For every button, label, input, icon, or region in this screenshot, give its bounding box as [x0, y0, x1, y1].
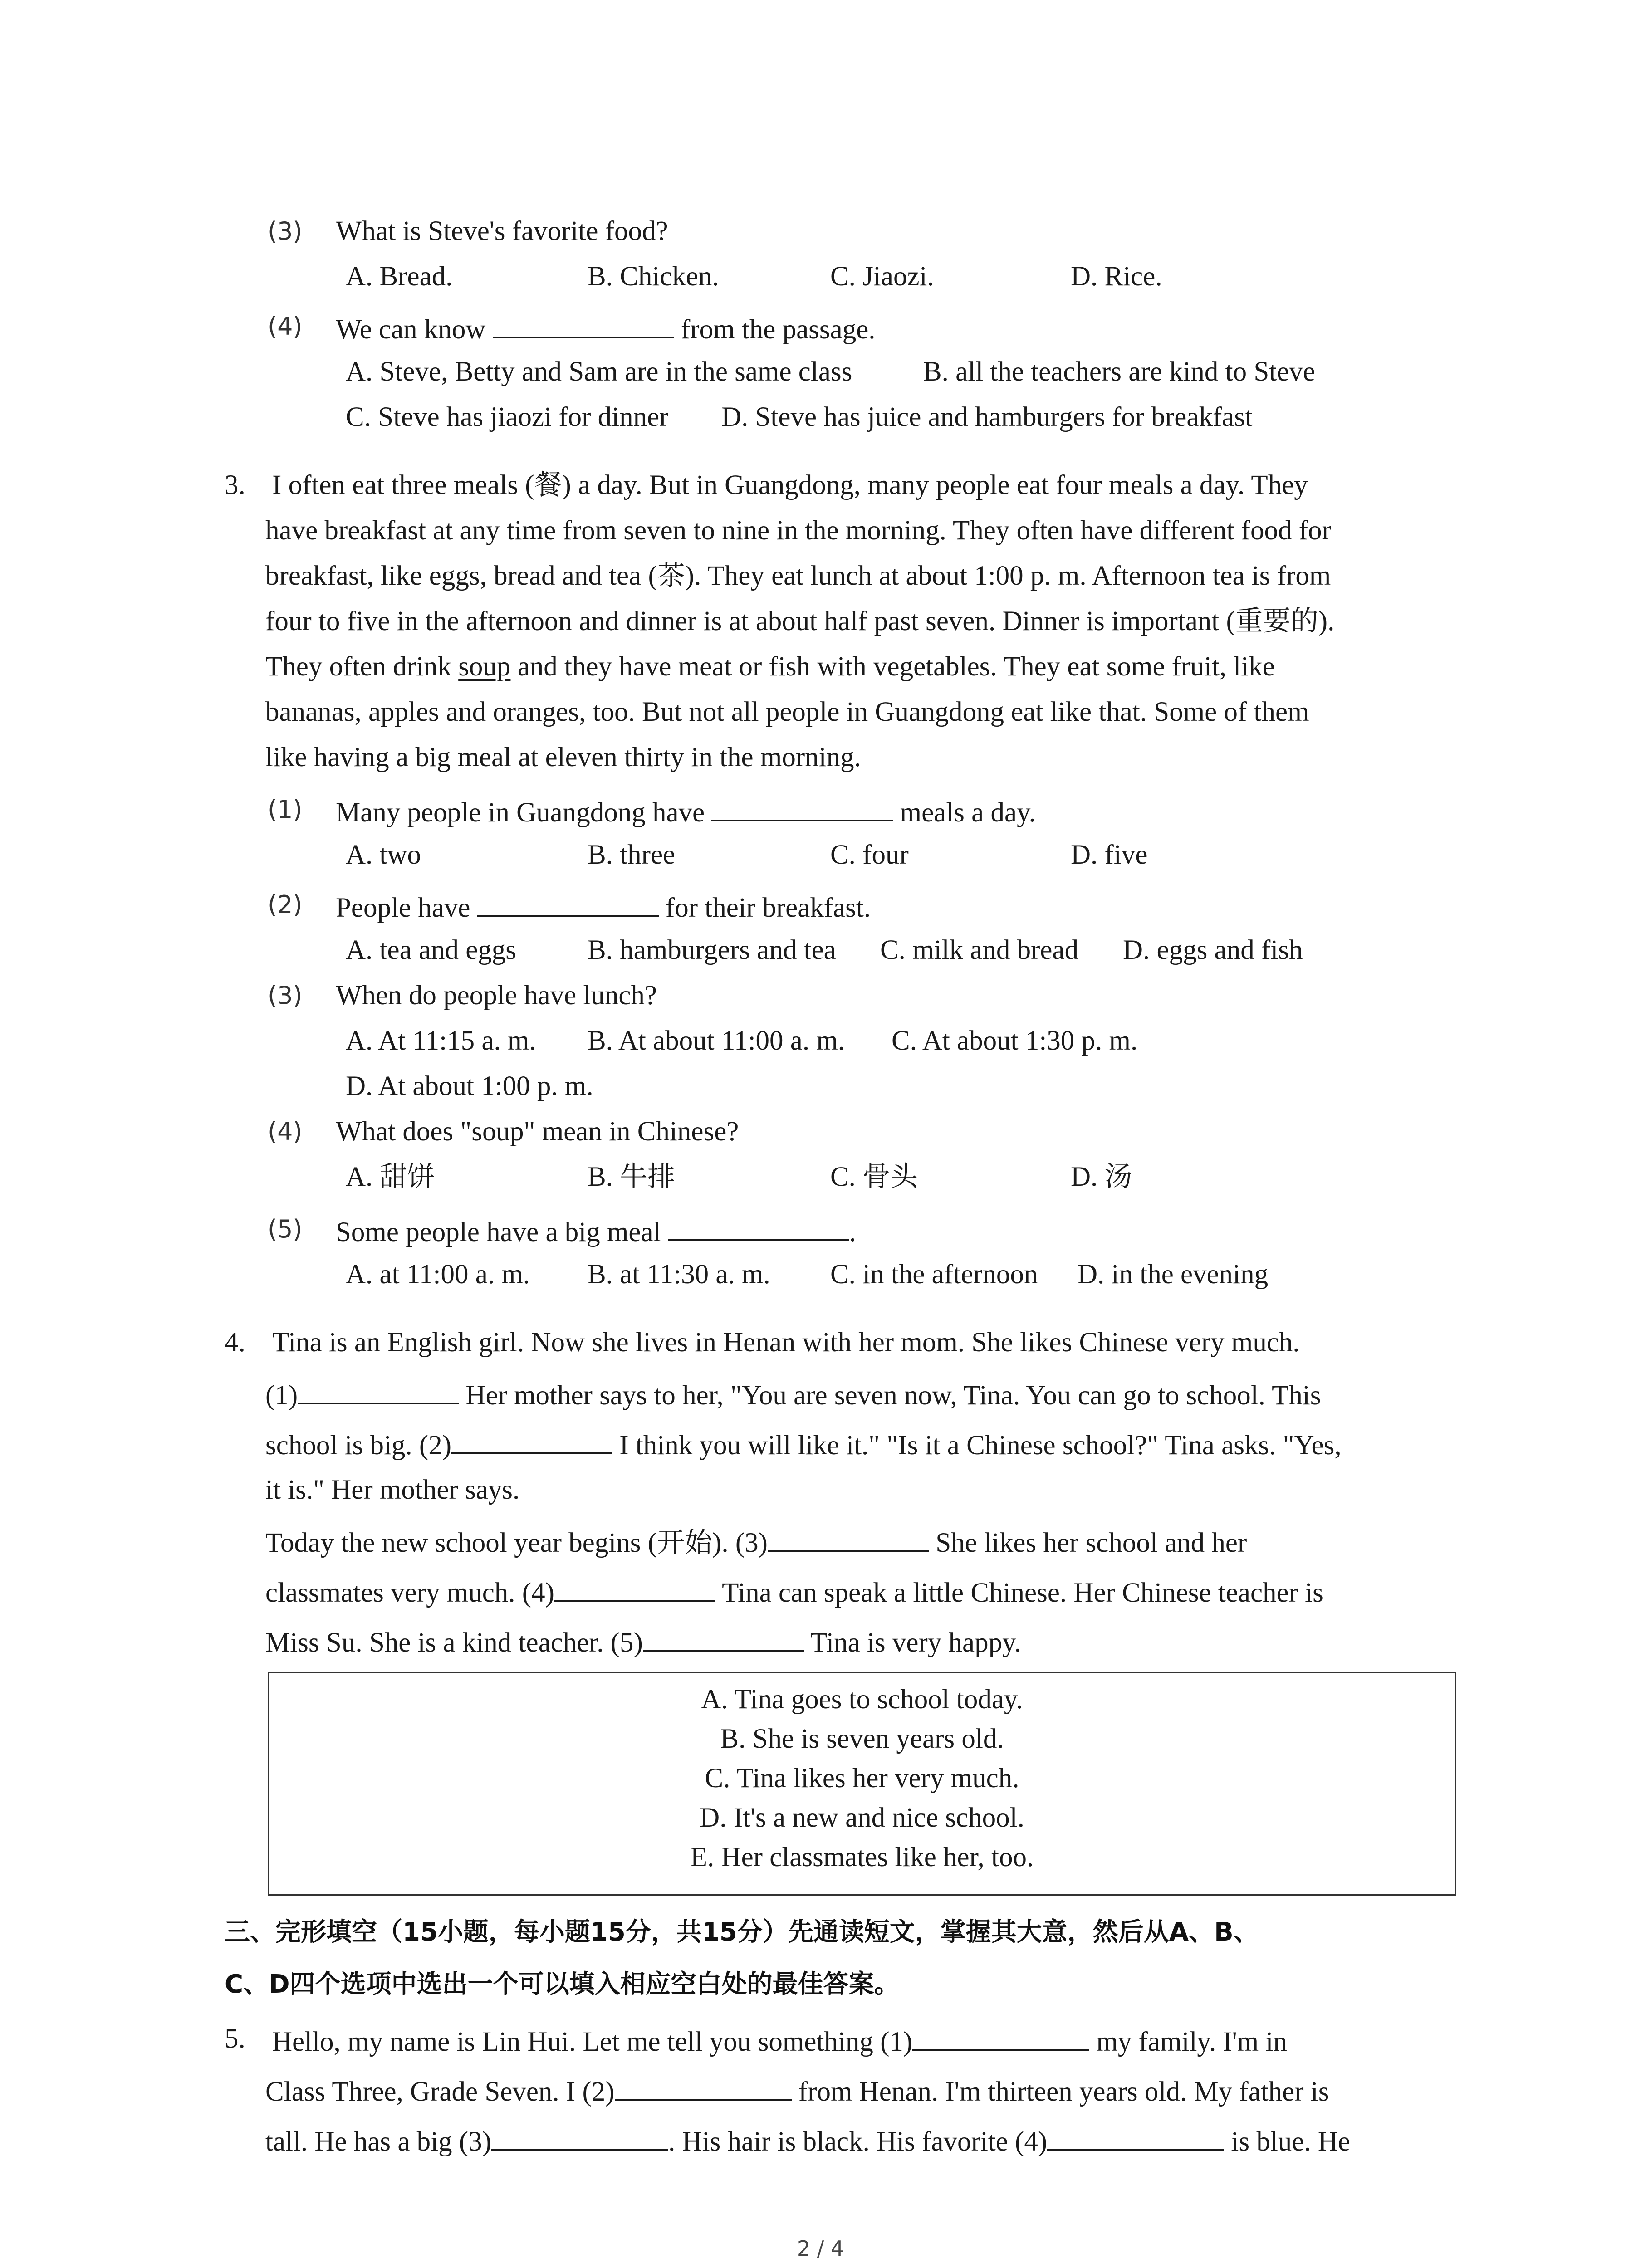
option-d: D. 汤 [1071, 1162, 1132, 1192]
underlined-word: soup [458, 651, 511, 682]
option-d: D. Steve has juice and hamburgers for breakfast [721, 402, 1253, 432]
passage-line: Miss Su. She is a kind teacher. (5) Tina is very happy. [265, 1622, 1021, 1661]
option-d: D. Rice. [1071, 261, 1162, 292]
option-c: C. milk and bread [880, 935, 1079, 965]
answer-blank [554, 1572, 715, 1602]
option-a: A. Bread. [346, 261, 453, 292]
answer-blank [451, 1424, 612, 1454]
option-d: D. eggs and fish [1123, 935, 1303, 965]
question-number: 4. [225, 1327, 245, 1358]
question-number: (4) [268, 312, 303, 341]
question-stem: Many people in Guangdong have meals a day. [336, 792, 1036, 831]
question-number: (3) [268, 981, 303, 1010]
question-stem: People have for their breakfast. [336, 887, 871, 926]
option-c: C. four [830, 840, 909, 870]
question-number: (3) [268, 217, 303, 245]
option-d: D. At about 1:00 p. m. [346, 1071, 593, 1101]
option-c: C. Steve has jiaozi for dinner [346, 402, 669, 432]
passage-line: They often drink soup and they have meat or fish with vegetables. They eat some fruit, like [265, 651, 1275, 682]
passage-line: (1) Her mother says to her, "You are seven now, Tina. You can go to school. This [265, 1374, 1321, 1414]
choice-b: B. She is seven years old. [720, 1724, 1004, 1754]
passage-line: Class Three, Grade Seven. I (2) from Henan. I'm thirteen years old. My father is [265, 2071, 1329, 2110]
answer-blank [912, 2021, 1089, 2051]
option-a: A. tea and eggs [346, 935, 517, 965]
option-b: B. 牛排 [588, 1162, 676, 1192]
question-number: (5) [268, 1215, 303, 1243]
passage-line: bananas, apples and oranges, too. But not all people in Guangdong eat like that. Some of them [265, 697, 1309, 727]
answer-blank [615, 2071, 792, 2101]
passage-line: tall. He has a big (3) . His hair is black. His favorite (4) is blue. He [265, 2121, 1350, 2160]
option-b: B. hamburgers and tea [588, 935, 836, 965]
passage-line: have breakfast at any time from seven to nine in the morning. They often have different food for [265, 515, 1331, 546]
question-number: 5. [225, 2024, 245, 2054]
option-b: B. all the teachers are kind to Steve [923, 357, 1315, 387]
option-c: C. 骨头 [830, 1162, 918, 1192]
section-heading: C、D四个选项中选出一个可以填入相应空白处的最佳答案。 [225, 1970, 900, 1999]
option-c: C. in the afternoon [830, 1259, 1038, 1290]
option-a: A. At 11:15 a. m. [346, 1026, 536, 1056]
option-b: B. Chicken. [588, 261, 719, 292]
choice-a: A. Tina goes to school today. [701, 1684, 1023, 1715]
option-a: A. at 11:00 a. m. [346, 1259, 530, 1290]
section-heading: 三、完形填空（15小题，每小题15分，共15分）先通读短文，掌握其大意，然后从A、B、 [225, 1917, 1259, 1947]
option-c: C. Jiaozi. [830, 261, 934, 292]
passage-line: Tina is an English girl. Now she lives in Henan with her mom. She likes Chinese very much. [272, 1327, 1300, 1358]
passage-line: school is big. (2) I think you will like it." "Is it a Chinese school?" Tina asks. "Yes, [265, 1424, 1342, 1464]
option-b: B. at 11:30 a. m. [588, 1259, 770, 1290]
question-stem: Some people have a big meal . [336, 1211, 856, 1251]
page-number: 2 / 4 [797, 2236, 844, 2261]
option-c: C. At about 1:30 p. m. [892, 1026, 1138, 1056]
choice-e: E. Her classmates like her, too. [690, 1842, 1034, 1872]
answer-blank [643, 1622, 804, 1652]
answer-blank [1047, 2121, 1224, 2151]
answer-blank [477, 887, 659, 917]
answer-blank [491, 2121, 668, 2151]
choices-box [268, 1672, 1456, 1896]
answer-blank [493, 308, 674, 338]
question-number: 3. [225, 470, 245, 500]
question-stem: What is Steve's favorite food? [336, 216, 668, 246]
answer-blank [711, 792, 893, 821]
question-number: (4) [268, 1117, 303, 1146]
question-number: (1) [268, 795, 303, 824]
passage-line: Today the new school year begins (开始). (3) She likes her school and her [265, 1522, 1247, 1561]
question-stem: When do people have lunch? [336, 980, 657, 1011]
option-d: D. five [1071, 840, 1148, 870]
passage-line: breakfast, like eggs, bread and tea (茶). They eat lunch at about 1:00 p. m. Afternoon tea is from [265, 561, 1331, 591]
question-stem: We can know from the passage. [336, 308, 876, 348]
choice-d: D. It's a new and nice school. [700, 1803, 1024, 1833]
option-a: A. two [346, 840, 421, 870]
passage-line: Hello, my name is Lin Hui. Let me tell you something (1) my family. I'm in [272, 2021, 1287, 2060]
option-a: A. Steve, Betty and Sam are in the same class [346, 357, 852, 387]
answer-blank [298, 1374, 459, 1404]
passage-line: it is." Her mother says. [265, 1475, 520, 1505]
option-b: B. At about 11:00 a. m. [588, 1026, 845, 1056]
question-number: (2) [268, 890, 303, 919]
answer-blank [768, 1522, 929, 1552]
passage-line: like having a big meal at eleven thirty in the morning. [265, 742, 861, 772]
passage-line: four to five in the afternoon and dinner is at about half past seven. Dinner is important (重要的). [265, 606, 1335, 636]
passage-line: I often eat three meals (餐) a day. But in Guangdong, many people eat four meals a day. They [272, 470, 1308, 500]
option-a: A. 甜饼 [346, 1162, 435, 1192]
answer-blank [668, 1211, 849, 1241]
choice-c: C. Tina likes her very much. [705, 1763, 1019, 1794]
option-d: D. in the evening [1078, 1259, 1269, 1290]
option-b: B. three [588, 840, 676, 870]
passage-line: classmates very much. (4) Tina can speak a little Chinese. Her Chinese teacher is [265, 1572, 1323, 1611]
question-stem: What does "soup" mean in Chinese? [336, 1116, 739, 1147]
